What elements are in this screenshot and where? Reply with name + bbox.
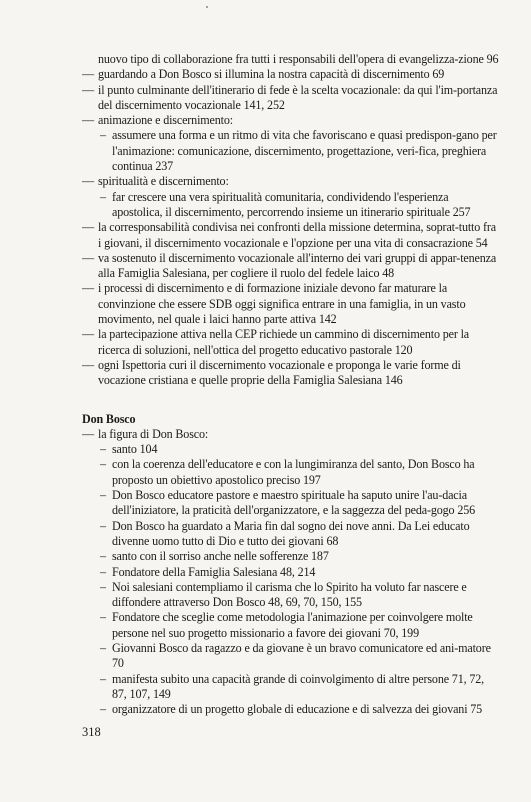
- index-entry: nuovo tipo di collaborazione fra tutti i responsabili dell'opera di evangelizza-zione 96: [98, 52, 499, 66]
- index-subentry: – far crescere una vera spiritualità comunitaria, condividendo l'esperienza apostolica, il discernimento, percorrendo insieme un itinerario spirituale 257: [82, 190, 501, 221]
- index-subentry: – Noi salesiani contempliamo il carisma che lo Spirito ha voluto far nascere e diffondere attraverso Don Bosco 48, 69, 70, 150, 155: [82, 580, 501, 611]
- don-bosco-entries: [82, 427, 501, 718]
- index-subentry: – Fondatore della Famiglia Salesiana 48, 214: [82, 565, 501, 580]
- index-entry: — ogni Ispettoria curi il discernimento vocazionale e proponga le varie forme di vocazione cristiana e quelle proprie della Famiglia Salesiana 146: [82, 358, 501, 389]
- index-entry: — il punto culminante dell'itinerario di fede è la scelta vocazionale: da qui l'im-portanza del discernimento vocazionale 141, 252: [82, 83, 501, 114]
- index-entry: — va sostenuto il discernimento vocazionale all'interno dei vari gruppi di appar-tenenza alla Famiglia Salesiana, per cogliere il ruolo del fedele laico 48: [82, 251, 501, 282]
- index-entry: — spiritualità e discernimento:: [82, 174, 501, 189]
- index-subentry: – con la coerenza dell'educatore e con la lungimiranza del santo, Don Bosco ha proposto un obiettivo apostolico preciso 197: [82, 457, 501, 488]
- index-subentry: – assumere una forma e un ritmo di vita che favoriscano e quasi predispon-gano per l'animazione: comunicazione, discernimento, progettazione, veri-fica, preghiera continua 237: [82, 128, 501, 174]
- index-subentry: – manifesta subito una capacità grande di coinvolgimento di altre persone 71, 72, 87, 107, 149: [82, 672, 501, 703]
- index-subentry: – Don Bosco educatore pastore e maestro spirituale ha saputo unire l'au-dacia dell'iniziatore, la praticità dell'organizzatore, e la saggezza del peda-gogo 256: [82, 488, 501, 519]
- section-title: Don Bosco: [82, 411, 136, 426]
- index-entry: — animazione e discernimento:: [82, 113, 501, 128]
- index-subentry: – Giovanni Bosco da ragazzo e da giovane è un bravo comunicatore ed ani-matore 70: [82, 641, 501, 672]
- index-subentry: – santo con il sorriso anche nelle sofferenze 187: [82, 549, 501, 564]
- index-subentry: – organizzatore di un progetto globale di educazione e di salvezza dei giovani 75: [82, 702, 501, 717]
- speck: [206, 6, 208, 8]
- discernimento-entries: [82, 52, 501, 389]
- index-entry: — la corresponsabilità condivisa nei confronti della missione determina, soprat-tutto fra i giovani, il discernimento vocazionale e l'opzione per una vita di consacrazione 54: [82, 220, 501, 251]
- index-subentry: – Don Bosco ha guardato a Maria fin dal sogno dei nove anni. Da Lei educato divenne uomo tutto di Dio e tutto dei giovani 68: [82, 519, 501, 550]
- index-content: [82, 52, 501, 717]
- index-entry: — la figura di Don Bosco:: [82, 427, 501, 442]
- index-entry: — guardando a Don Bosco si illumina la nostra capacità di discernimento 69: [82, 67, 501, 82]
- index-entry: — la partecipazione attiva nella CEP richiede un cammino di discernimento per la ricerca di soluzioni, nell'ottica del progetto educativo pastorale 120: [82, 327, 501, 358]
- page-number: 318: [82, 725, 101, 739]
- index-subentry: – santo 104: [82, 442, 501, 457]
- index-subentry: – Fondatore che sceglie come metodologia l'animazione per coinvolgere molte persone nel suo progetto missionario a favore dei giovani 70, 199: [82, 610, 501, 641]
- index-entry: — i processi di discernimento e di formazione iniziale devono far maturare la convinzione che essere SDB oggi significa entrare in una famiglia, in un vasto movimento, nel quale i laici hanno parte attiva 142: [82, 281, 501, 327]
